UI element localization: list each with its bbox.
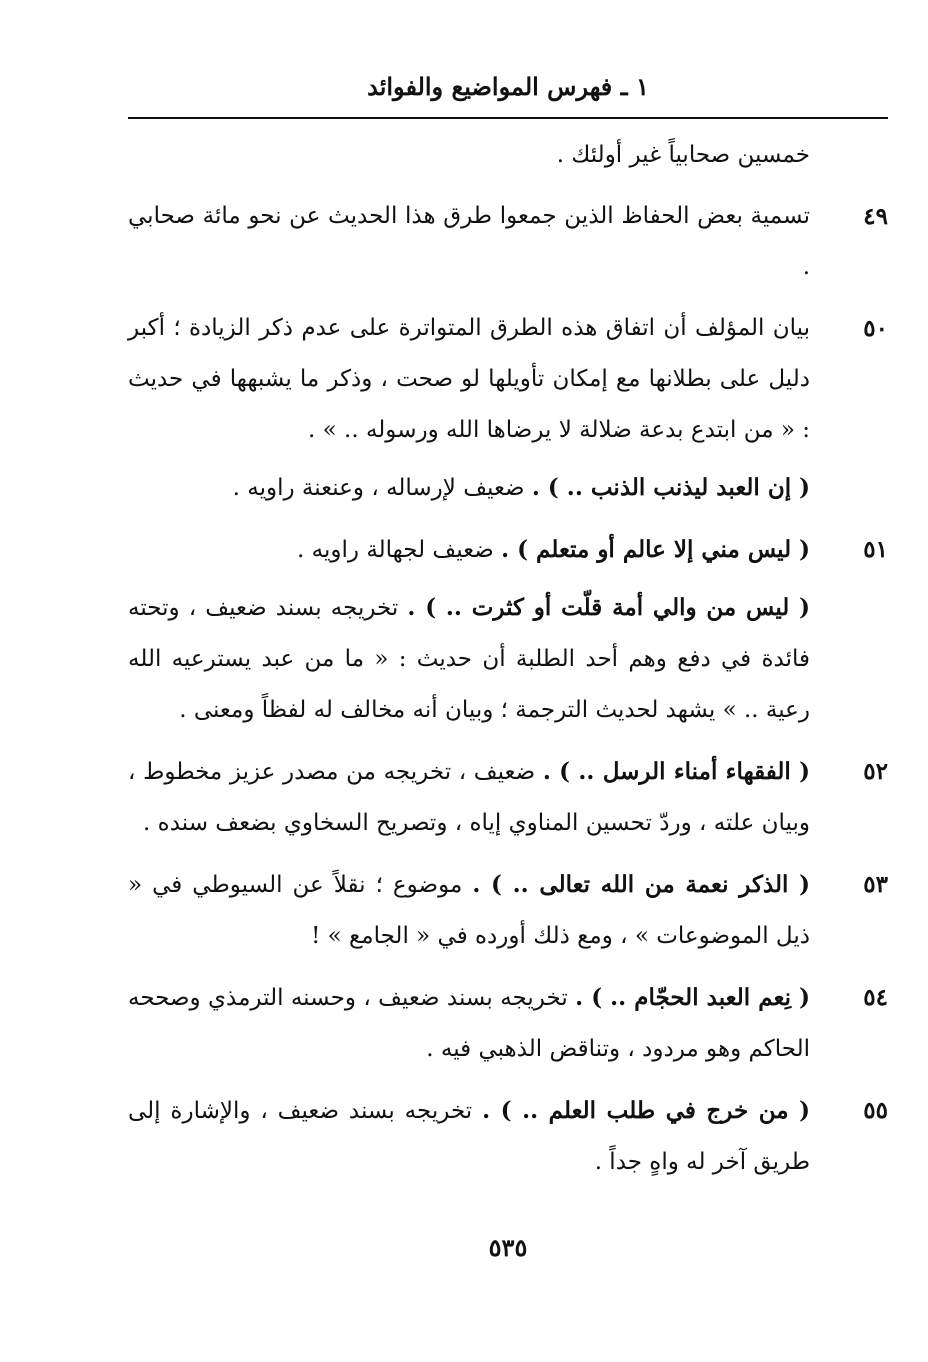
entry-number: ٥٥ bbox=[863, 1097, 888, 1124]
entry-paragraph bbox=[128, 1085, 810, 1188]
index-entry bbox=[128, 746, 888, 849]
hadith-title: ( من خرج في طلب العلم .. ) . bbox=[482, 1097, 811, 1124]
entry-paragraph bbox=[128, 524, 810, 576]
entry-number: ٥٢ bbox=[863, 758, 888, 785]
hadith-title: ( الذكر نعمة من الله تعالى .. ) . bbox=[472, 871, 810, 898]
entry-body bbox=[128, 130, 810, 181]
entry-paragraph bbox=[128, 130, 810, 181]
entry-text: ضعيف لإرساله ، وعنعنة راويه . bbox=[232, 475, 532, 501]
entry-text: موضوع ؛ نقلاً عن السيوطي في « ذيل الموضوعات » ، ومع ذلك أورده في « الجامع » ! bbox=[128, 872, 810, 949]
index-entry bbox=[128, 1085, 888, 1188]
entry-body bbox=[128, 303, 810, 514]
entry-paragraph bbox=[128, 582, 810, 736]
hadith-title: ( نِعم العبد الحجّام .. ) . bbox=[575, 984, 811, 1011]
entry-paragraph bbox=[128, 462, 810, 514]
hadith-title: ( ليس مني إلا عالم أو متعلم ) . bbox=[501, 536, 810, 563]
index-list bbox=[128, 130, 888, 1198]
entry-number: ٤٩ bbox=[863, 203, 888, 230]
entry-number: ٥٤ bbox=[863, 984, 888, 1011]
header-divider bbox=[128, 117, 888, 119]
entry-paragraph bbox=[128, 746, 810, 849]
entry-body bbox=[128, 859, 810, 962]
entry-text: ضعيف لجهالة راويه . bbox=[297, 537, 502, 563]
index-entry bbox=[128, 303, 888, 514]
entry-paragraph bbox=[128, 191, 810, 293]
entry-number: ٥٣ bbox=[863, 871, 888, 898]
entry-number bbox=[810, 130, 888, 181]
index-entry bbox=[128, 972, 888, 1075]
index-entry bbox=[128, 524, 888, 736]
entry-text: تخريجه بسند ضعيف ، والإشارة إلى طريق آخر له واهٍ جداً . bbox=[128, 1098, 810, 1175]
entry-number: ٥١ bbox=[863, 536, 888, 563]
entry-body bbox=[128, 1085, 810, 1188]
hadith-title: ( إن العبد ليذنب الذنب .. ) . bbox=[531, 474, 810, 501]
entry-paragraph bbox=[128, 303, 810, 456]
entry-text: خمسين صحابياً غير أولئك . bbox=[556, 142, 810, 168]
index-entry bbox=[128, 859, 888, 962]
entry-text: ضعيف ، تخريجه من مصدر عزيز مخطوط ، وبيان علته ، وردّ تحسين المناوي إياه ، وتصريح السخاوي بضعف سنده . bbox=[128, 759, 810, 836]
entry-text: تسمية بعض الحفاظ الذين جمعوا طرق هذا الحديث عن نحو مائة صحابي . bbox=[128, 203, 810, 280]
entry-body bbox=[128, 746, 810, 849]
entry-body bbox=[128, 524, 810, 736]
entry-body bbox=[128, 972, 810, 1075]
entry-text: تخريجه بسند ضعيف ، وحسنه الترمذي وصححه الحاكم وهو مردود ، وتناقض الذهبي فيه . bbox=[128, 985, 810, 1062]
hadith-title: ( الفقهاء أمناء الرسل .. ) . bbox=[542, 758, 810, 785]
entry-text: تخريجه بسند ضعيف ، وتحته فائدة في دفع وهم أحد الطلبة أن حديث : « ما من عبد يسترعيه الله رعية .. » يشهد لحديث الترجمة ؛ وبيان أنه مخالف له لفظاً ومعنى . bbox=[128, 595, 810, 723]
index-entry bbox=[128, 191, 888, 293]
entry-paragraph bbox=[128, 859, 810, 962]
entry-paragraph bbox=[128, 972, 810, 1075]
entry-body bbox=[128, 191, 810, 293]
page-number: ٥٣٥ bbox=[488, 1233, 528, 1262]
hadith-title: ( ليس من والي أمة قلّت أو كثرت .. ) . bbox=[407, 594, 810, 621]
entry-text: بيان المؤلف أن اتفاق هذه الطرق المتواترة على عدم ذكر الزيادة ؛ أكبر دليل على بطلانها مع إمكان تأويلها لو صحت ، وذكر ما يشبهها في حديث : « من ابتدع بدعة ضلالة لا يرضاها الله ورسوله .. » . bbox=[128, 315, 810, 443]
page-header-title: ١ ـ فهرس المواضيع والفوائد bbox=[367, 72, 649, 101]
index-entry bbox=[128, 130, 888, 181]
entry-number: ٥٠ bbox=[863, 315, 888, 342]
